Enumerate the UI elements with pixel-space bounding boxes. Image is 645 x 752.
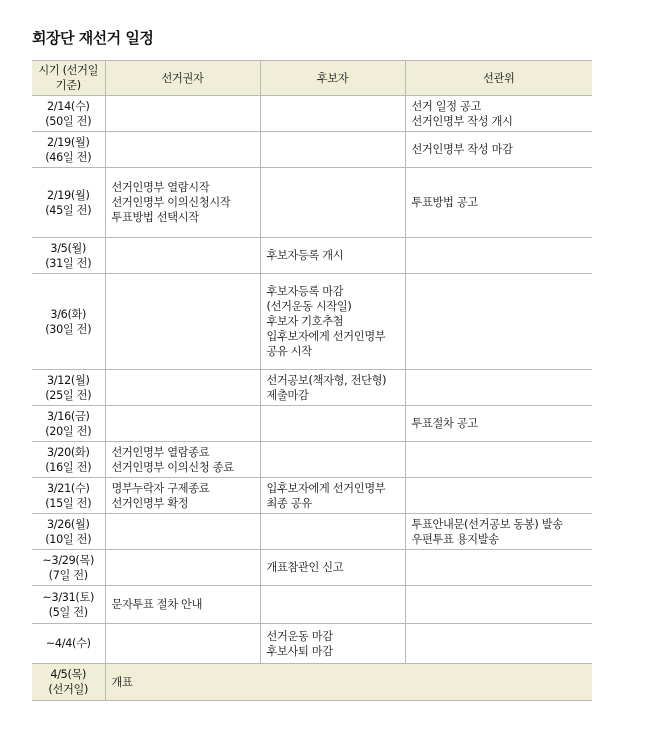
cell-voter [105,132,260,168]
schedule-row [32,478,592,514]
cell-commission [405,370,592,406]
cell-candidate [260,586,405,624]
schedule-row [32,96,592,132]
cell-line: 3/5(월) [50,241,87,255]
cell-candidate [260,96,405,132]
cell-voter [105,550,260,586]
cell-voter [105,478,260,514]
cell-line: 후보사퇴 마감 [266,644,333,658]
cell-candidate [260,624,405,664]
cell-line: 선거운동 마감 [266,629,333,643]
cell-voter [105,442,260,478]
cell-line: ~4/4(수) [45,637,91,650]
cell-line: 공유 시작 [266,345,312,358]
header-voter: 선거권자 [105,61,260,96]
cell-line: 선거 일정 공고 [411,99,482,113]
cell-line: 입후보자에게 선거인명부 [266,330,386,343]
cell-line: 입후보자에게 선거인명부 [266,481,386,495]
cell-voter [105,96,260,132]
cell-line: (20일 전) [45,424,92,438]
cell-line: (16일 전) [45,460,92,474]
schedule-row [32,238,592,274]
cell-candidate [260,406,405,442]
schedule-row [32,406,592,442]
cell-line: 선거인명부 열람시작 [111,181,210,194]
cell-line: 제출마감 [266,388,309,402]
cell-line: 3/20(화) [46,445,90,459]
cell-time [32,274,105,370]
cell-voter [105,624,260,664]
cell-commission [405,406,592,442]
election-day-row [32,664,592,701]
cell-commission [405,586,592,624]
cell-candidate [260,132,405,168]
schedule-row [32,442,592,478]
cell-line: 4/5(목) [50,668,87,681]
cell-commission [405,514,592,550]
cell-line: 투표방법 선택시작 [111,211,199,224]
cell-line: 선거인명부 이의신청시작 [111,196,231,209]
cell-candidate [260,442,405,478]
cell-time [32,370,105,406]
cell-candidate [260,478,405,514]
cell-line: (15일 전) [45,496,92,510]
cell-voter [105,238,260,274]
cell-time [32,664,105,701]
cell-voter [105,168,260,238]
cell-line: (25일 전) [45,388,92,402]
schedule-body [32,96,592,701]
cell-line: (46일 전) [45,150,92,164]
cell-line: 3/16(금) [46,409,90,423]
cell-line: 선거인명부 열람종료 [111,445,210,459]
page-title: 회장단 재선거 일정 [32,29,154,47]
cell-time [32,168,105,238]
header-commission: 선관위 [405,61,592,96]
cell-time [32,624,105,664]
schedule-row [32,132,592,168]
election-schedule-table [32,60,592,701]
cell-line: 투표방법 공고 [411,196,478,209]
cell-time [32,442,105,478]
cell-time [32,586,105,624]
cell-line: ~3/29(목) [42,553,95,567]
cell-line: (7일 전) [48,568,88,582]
cell-line: 우편투표 용지발송 [411,532,499,546]
header-time: 시기 (선거일기준) [32,61,105,96]
schedule-row [32,586,592,624]
cell-time [32,550,105,586]
cell-line: 2/19(월) [46,188,90,202]
cell-line: (5일 전) [48,605,88,619]
cell-commission [405,442,592,478]
cell-line: ~3/31(토) [42,590,95,604]
cell-commission [405,550,592,586]
cell-commission [405,624,592,664]
cell-commission [405,132,592,168]
cell-candidate [260,370,405,406]
cell-line: (31일 전) [45,256,92,270]
cell-line: 선거인명부 확정 [111,496,189,510]
cell-candidate [260,238,405,274]
cell-candidate [260,274,405,370]
schedule-row [32,514,592,550]
cell-line: 3/26(월) [46,517,90,531]
header-row [32,61,592,96]
cell-line: 개표참관인 신고 [266,561,344,574]
cell-voter [105,370,260,406]
cell-line: 3/21(수) [46,481,90,495]
schedule-row [32,550,592,586]
cell-line: 후보자등록 마감 [266,285,344,298]
cell-time [32,238,105,274]
cell-line: 최종 공유 [266,496,312,510]
cell-voter [105,514,260,550]
cell-time [32,514,105,550]
cell-line: (30일 전) [45,322,92,336]
schedule-row [32,624,592,664]
cell-line: 후보자 기호추첨 [266,315,344,328]
cell-line: 후보자등록 개시 [266,249,344,262]
cell-line: (45일 전) [45,203,92,217]
cell-time [32,478,105,514]
cell-commission [405,168,592,238]
cell-line: 투표절차 공고 [411,417,478,430]
cell-line: 3/6(화) [50,307,87,321]
schedule-row [32,168,592,238]
cell-line: (선거일) [48,683,89,696]
cell-line: 선거인명부 작성 개시 [411,114,513,128]
cell-time [32,406,105,442]
cell-line: (10일 전) [45,532,92,546]
cell-candidate [260,550,405,586]
header-candidate: 후보자 [260,61,405,96]
cell-line: (선거운동 시작일) [266,300,352,313]
schedule-row [32,274,592,370]
cell-commission [405,96,592,132]
cell-commission [405,274,592,370]
cell-line: 2/19(월) [46,135,90,149]
cell-election-event: 개표 [105,664,592,701]
cell-commission [405,478,592,514]
cell-voter [105,274,260,370]
cell-time [32,96,105,132]
cell-line: 선거공보(책자형, 전단형) [266,373,387,387]
cell-voter [105,406,260,442]
cell-candidate [260,168,405,238]
cell-time [32,132,105,168]
cell-voter [105,586,260,624]
cell-line: 문자투표 절차 안내 [111,598,203,611]
cell-line: (50일 전) [45,114,92,128]
cell-line: 투표안내문(선거공보 동봉) 발송 [411,517,563,531]
cell-line: 3/12(월) [46,373,90,387]
cell-line: 선거인명부 작성 마감 [411,143,513,156]
cell-candidate [260,514,405,550]
cell-line: 2/14(수) [46,99,90,113]
cell-line: 선거인명부 이의신청 종료 [111,460,234,474]
cell-commission [405,238,592,274]
cell-line: 명부누락자 구제종료 [111,481,210,495]
schedule-row [32,370,592,406]
